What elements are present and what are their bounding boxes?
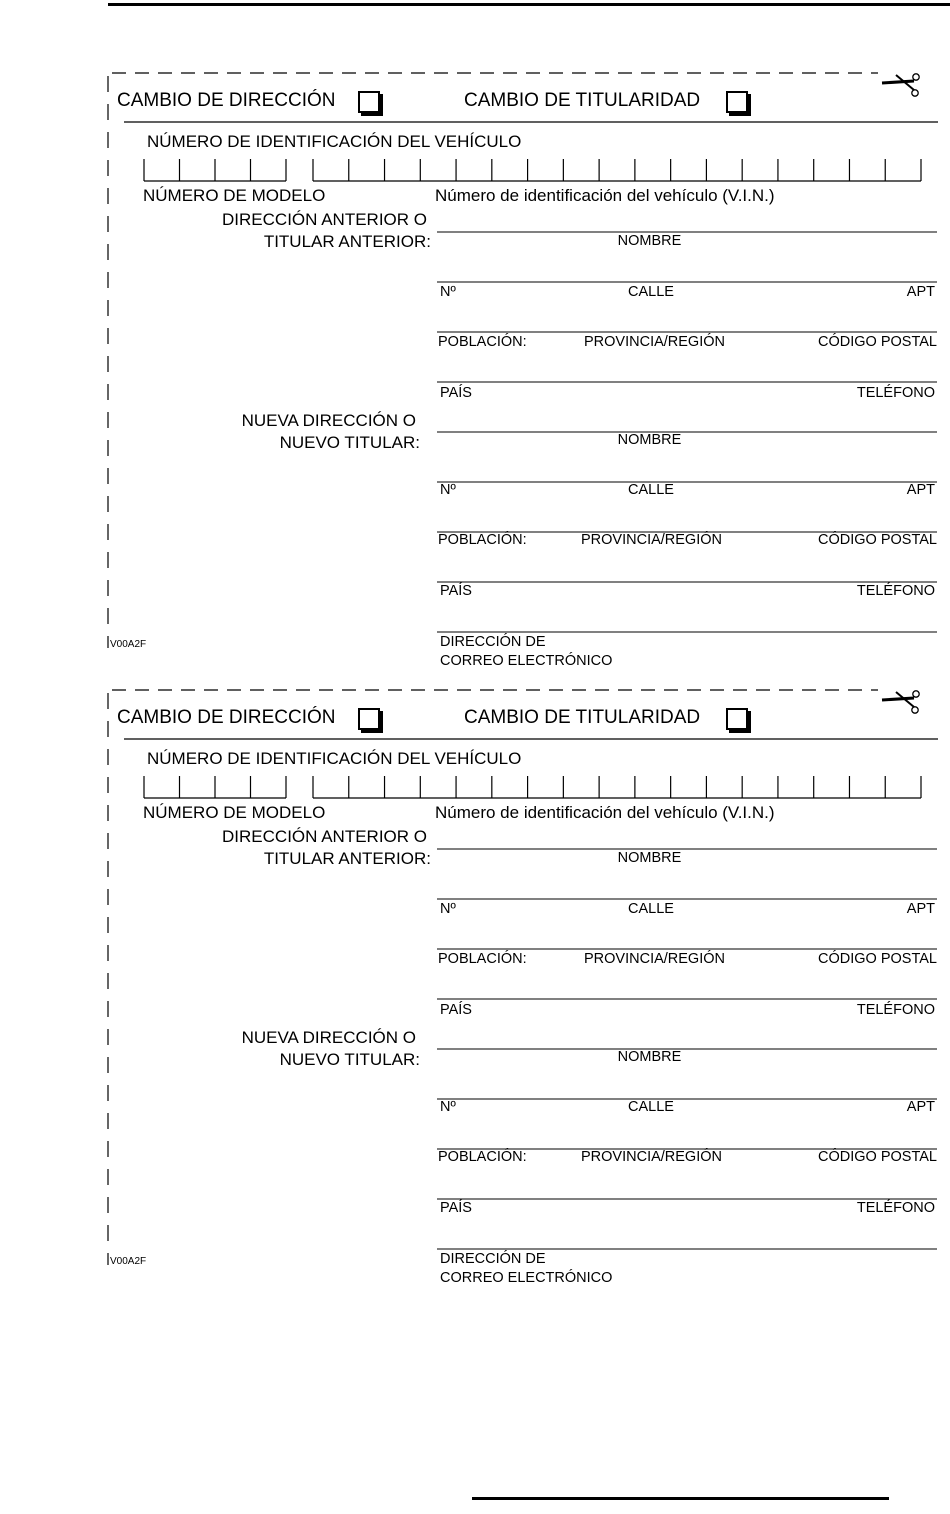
change-address-checkbox[interactable] — [358, 91, 380, 113]
previous-apt-label: APT — [906, 901, 935, 917]
change-address-checkbox[interactable] — [358, 708, 380, 730]
vin-entry-field[interactable] — [143, 158, 923, 184]
new-phone-label: TELÉFONO — [856, 1200, 935, 1216]
new-street-label: CALLE — [628, 1099, 674, 1115]
new-postal-label: CÓDIGO POSTAL — [818, 1149, 937, 1165]
previous-country-label: PAÍS — [440, 1002, 472, 1018]
previous-postal-label: CÓDIGO POSTAL — [818, 334, 937, 350]
previous-number-label: Nº — [440, 284, 456, 300]
vin-heading: NÚMERO DE IDENTIFICACIÓN DEL VEHÍCULO — [147, 132, 522, 151]
new-province-label: PROVINCIA/REGIÓN — [581, 1149, 722, 1165]
top-rule — [108, 3, 950, 6]
previous-apt-label: APT — [906, 284, 935, 300]
new-country-label: PAÍS — [440, 583, 472, 599]
new-apt-label: APT — [906, 1099, 935, 1115]
vin-heading: NÚMERO DE IDENTIFICACIÓN DEL VEHÍCULO — [147, 749, 522, 768]
address-change-form-2 — [0, 687, 950, 1304]
previous-city-label: POBLACIÓN: — [438, 334, 527, 350]
change-address-label: CAMBIO DE DIRECCIÓN — [117, 90, 336, 111]
change-owner-checkbox[interactable] — [726, 91, 748, 113]
scissors-icon — [880, 70, 924, 98]
previous-postal-label: CÓDIGO POSTAL — [818, 951, 937, 967]
previous-province-label: PROVINCIA/REGIÓN — [584, 951, 725, 967]
new-name-label: NOMBRE — [617, 432, 682, 448]
address-change-form-1 — [0, 70, 950, 687]
vin-label: Número de identificación del vehículo (V.I.N.) — [435, 186, 775, 205]
previous-province-label: PROVINCIA/REGIÓN — [584, 334, 725, 350]
previous-owner-line1: DIRECCIÓN ANTERIOR O — [222, 210, 427, 229]
new-street-label: CALLE — [628, 482, 674, 498]
new-owner-line2: NUEVO TITULAR: — [279, 433, 420, 452]
scissors-icon — [880, 687, 924, 715]
previous-owner-line2: TITULAR ANTERIOR: — [263, 849, 431, 868]
change-owner-label: CAMBIO DE TITULARIDAD — [464, 707, 701, 728]
new-name-label: NOMBRE — [617, 1049, 682, 1065]
previous-name-label: NOMBRE — [617, 233, 682, 249]
previous-phone-label: TELÉFONO — [856, 1002, 935, 1018]
previous-street-label: CALLE — [628, 901, 674, 917]
form-code: V00A2F — [110, 1256, 147, 1267]
email-label-line2: CORREO ELECTRÓNICO — [440, 1270, 613, 1286]
new-city-label: POBLACIÓN: — [438, 1149, 527, 1165]
change-owner-label: CAMBIO DE TITULARIDAD — [464, 90, 701, 111]
previous-owner-line1: DIRECCIÓN ANTERIOR O — [222, 827, 427, 846]
new-number-label: Nº — [440, 1099, 456, 1115]
bottom-rule — [472, 1497, 889, 1500]
new-phone-label: TELÉFONO — [856, 583, 935, 599]
new-owner-line2: NUEVO TITULAR: — [279, 1050, 420, 1069]
new-postal-label: CÓDIGO POSTAL — [818, 532, 937, 548]
change-address-label: CAMBIO DE DIRECCIÓN — [117, 707, 336, 728]
new-apt-label: APT — [906, 482, 935, 498]
previous-number-label: Nº — [440, 901, 456, 917]
change-owner-checkbox[interactable] — [726, 708, 748, 730]
new-number-label: Nº — [440, 482, 456, 498]
email-label-line1: DIRECCIÓN DE — [440, 634, 546, 650]
new-owner-line1: NUEVA DIRECCIÓN O — [241, 1028, 416, 1047]
new-province-label: PROVINCIA/REGIÓN — [581, 532, 722, 548]
model-number-label: NÚMERO DE MODELO — [143, 186, 326, 205]
previous-phone-label: TELÉFONO — [856, 385, 935, 401]
vin-label: Número de identificación del vehículo (V.I.N.) — [435, 803, 775, 822]
previous-country-label: PAÍS — [440, 385, 472, 401]
previous-owner-line2: TITULAR ANTERIOR: — [263, 232, 431, 251]
previous-city-label: POBLACIÓN: — [438, 951, 527, 967]
vin-entry-field[interactable] — [143, 775, 923, 801]
email-label-line1: DIRECCIÓN DE — [440, 1251, 546, 1267]
model-number-label: NÚMERO DE MODELO — [143, 803, 326, 822]
previous-name-label: NOMBRE — [617, 850, 682, 866]
form-code: V00A2F — [110, 639, 147, 650]
new-city-label: POBLACIÓN: — [438, 532, 527, 548]
email-label-line2: CORREO ELECTRÓNICO — [440, 653, 613, 669]
new-owner-line1: NUEVA DIRECCIÓN O — [241, 411, 416, 430]
new-country-label: PAÍS — [440, 1200, 472, 1216]
previous-street-label: CALLE — [628, 284, 674, 300]
